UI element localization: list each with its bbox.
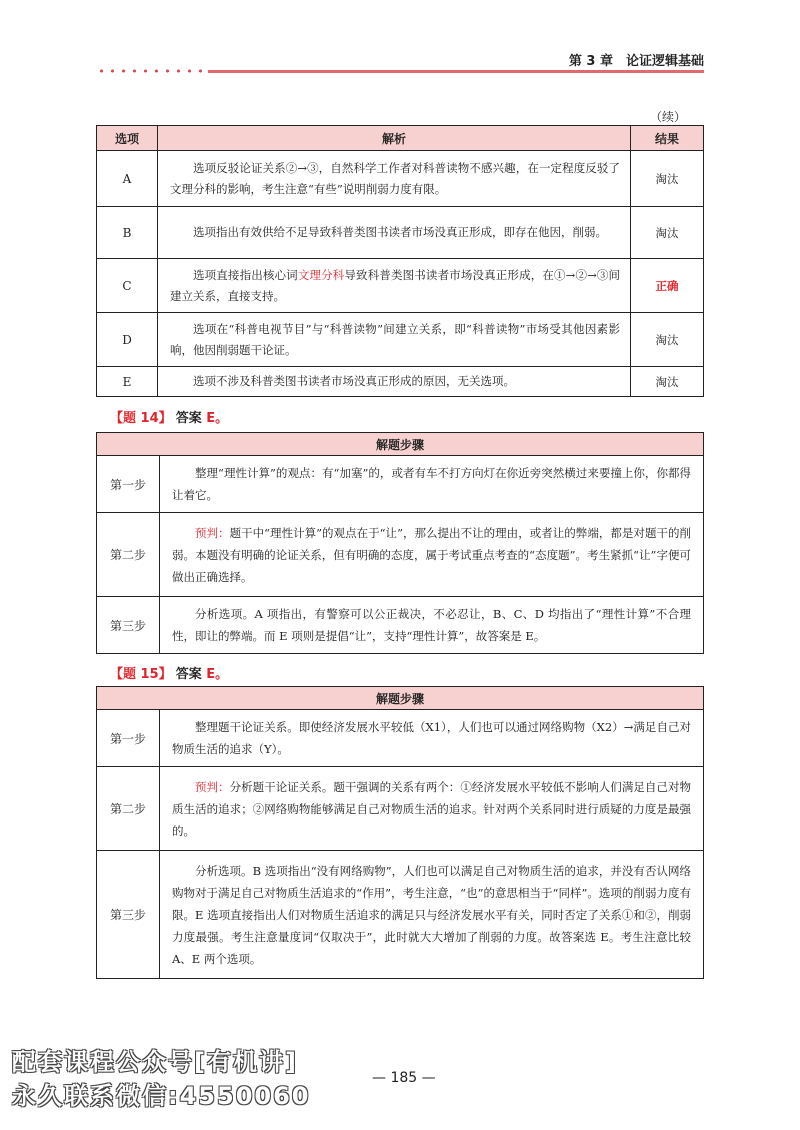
step-label: 第三步	[97, 597, 160, 654]
header-result: 结果	[631, 126, 704, 151]
analysis-text: 导致科普类图书读者市场没真正形成，在①→②→③间建立关系，直接支持。	[170, 267, 621, 303]
result-cell: 淘汰	[631, 313, 704, 367]
chapter-title: 第 3 章 论证逻辑基础	[568, 54, 704, 69]
step-label: 第二步	[97, 767, 160, 851]
answer-label: 答案	[175, 667, 207, 682]
step-body: 题干中“理性计算”的观点在于“让”，那么提出不让的理由，或者让的弊端，都是对题干的削弱。本题没有明确的论证关系，但有明确的态度，属于考试重点考查的“态度题”。考生紧抓“让”字便可做出正确选择。	[172, 525, 692, 584]
step-label: 第一步	[97, 710, 160, 767]
q15-heading	[110, 663, 228, 682]
table-row	[97, 456, 704, 513]
continued-label: （续）	[650, 110, 687, 124]
question-tag: 【题 15】	[110, 667, 172, 682]
result-cell: 淘汰	[631, 207, 704, 259]
watermark-line-2: 永久联系微信:4550060	[12, 1082, 311, 1110]
step-text: 分析选项。A 项指出，有警察可以公正裁决，不必忍让，B、C、D 均指出了“理性计算”不合理性，即让的弊端。而 E 项则是提倡“让”，支持“理性计算”，故答案是 E。	[160, 597, 704, 654]
analysis-cell: 选项指出有效供给不足导致科普类图书读者市场没真正形成，即存在他因，削弱。	[158, 207, 631, 259]
table-row	[97, 151, 704, 207]
table-row	[97, 767, 704, 851]
step-text	[160, 513, 704, 597]
option-cell: D	[97, 313, 158, 367]
table-row	[97, 710, 704, 767]
option-cell: B	[97, 207, 158, 259]
table-row	[97, 259, 704, 313]
step-label: 第二步	[97, 513, 160, 597]
analysis-cell: 选项反驳论证关系②→③，自然科学工作者对科普读物不感兴趣，在一定程度反驳了文理分科的影响，考生注意“有些”说明削弱力度有限。	[158, 151, 631, 207]
page-number: — 185 —	[372, 1070, 436, 1086]
steps-header: 解题步骤	[97, 433, 704, 456]
analysis-cell: 选项不涉及科普类图书读者市场没真正形成的原因，无关选项。	[158, 367, 631, 397]
analysis-text: 选项直接指出核心词	[193, 267, 298, 282]
analysis-cell: 选项在“科普电视节目”与“科普读物”间建立关系，即“科普读物”市场受其他因素影响，他因削弱题干论证。	[158, 313, 631, 367]
result-cell: 淘汰	[631, 151, 704, 207]
table-row	[97, 513, 704, 597]
header-rule	[96, 69, 704, 73]
answer-label: 答案	[175, 411, 207, 426]
header-analysis: 解析	[158, 126, 631, 151]
prediction-label: 预判：	[195, 779, 230, 794]
step-body: 分析题干论证关系。题干强调的关系有两个：①经济发展水平较低不影响人们满足自己对物质生活的追求；②网络购物能够满足自己对物质生活的追求。针对两个关系同时进行质疑的力度是最强的。	[172, 779, 691, 838]
result-cell-correct: 正确	[631, 259, 704, 313]
question-tag: 【题 14】	[110, 411, 172, 426]
steps-header: 解题步骤	[97, 687, 704, 710]
prediction-label: 预判：	[195, 525, 230, 540]
table-row	[97, 851, 704, 979]
table-row	[97, 207, 704, 259]
answer-value: E。	[206, 411, 229, 426]
header-option: 选项	[97, 126, 158, 151]
step-text: 整理“理性计算”的观点：有“加塞”的，或者有车不打方向灯在你近旁突然横过来要撞上你，你都得让着它。	[160, 456, 704, 513]
analysis-table	[96, 125, 704, 397]
option-cell: A	[97, 151, 158, 207]
q14-steps-table	[96, 432, 704, 654]
option-cell: E	[97, 367, 158, 397]
q15-steps-table	[96, 686, 704, 979]
result-cell: 淘汰	[631, 367, 704, 397]
table-row	[97, 367, 704, 397]
step-label: 第三步	[97, 851, 160, 979]
step-text: 分析选项。B 选项指出“没有网络购物”，人们也可以满足自己对物质生活的追求，并没有否认网络购物对于满足自己对物质生活追求的“作用”，考生注意，“也”的意思相当于“同样”。选项的削弱力度有限。E 选项直接指出人们对物质生活追求的满足只与经济发展水平有关，同时否定了关系①和②，削弱力度最强。考生注意量度词“仅取决于”，此时就大大增加了削弱的力度。故答案选 E。考生注意比较 A、E 两个选项。	[160, 851, 704, 979]
option-cell: C	[97, 259, 158, 313]
answer-value: E。	[206, 667, 229, 682]
keyword-highlight: 文理分科	[297, 267, 345, 282]
table-row	[97, 313, 704, 367]
table-row	[97, 597, 704, 654]
step-label: 第一步	[97, 456, 160, 513]
watermark-line-1: 配套课程公众号[有机讲]	[12, 1048, 298, 1076]
analysis-cell	[158, 259, 631, 313]
step-text	[160, 767, 704, 851]
q14-heading	[110, 407, 228, 426]
step-text: 整理题干论证关系。即使经济发展水平较低（X1），人们也可以通过网络购物（X2）→满足自己对物质生活的追求（Y）。	[160, 710, 704, 767]
